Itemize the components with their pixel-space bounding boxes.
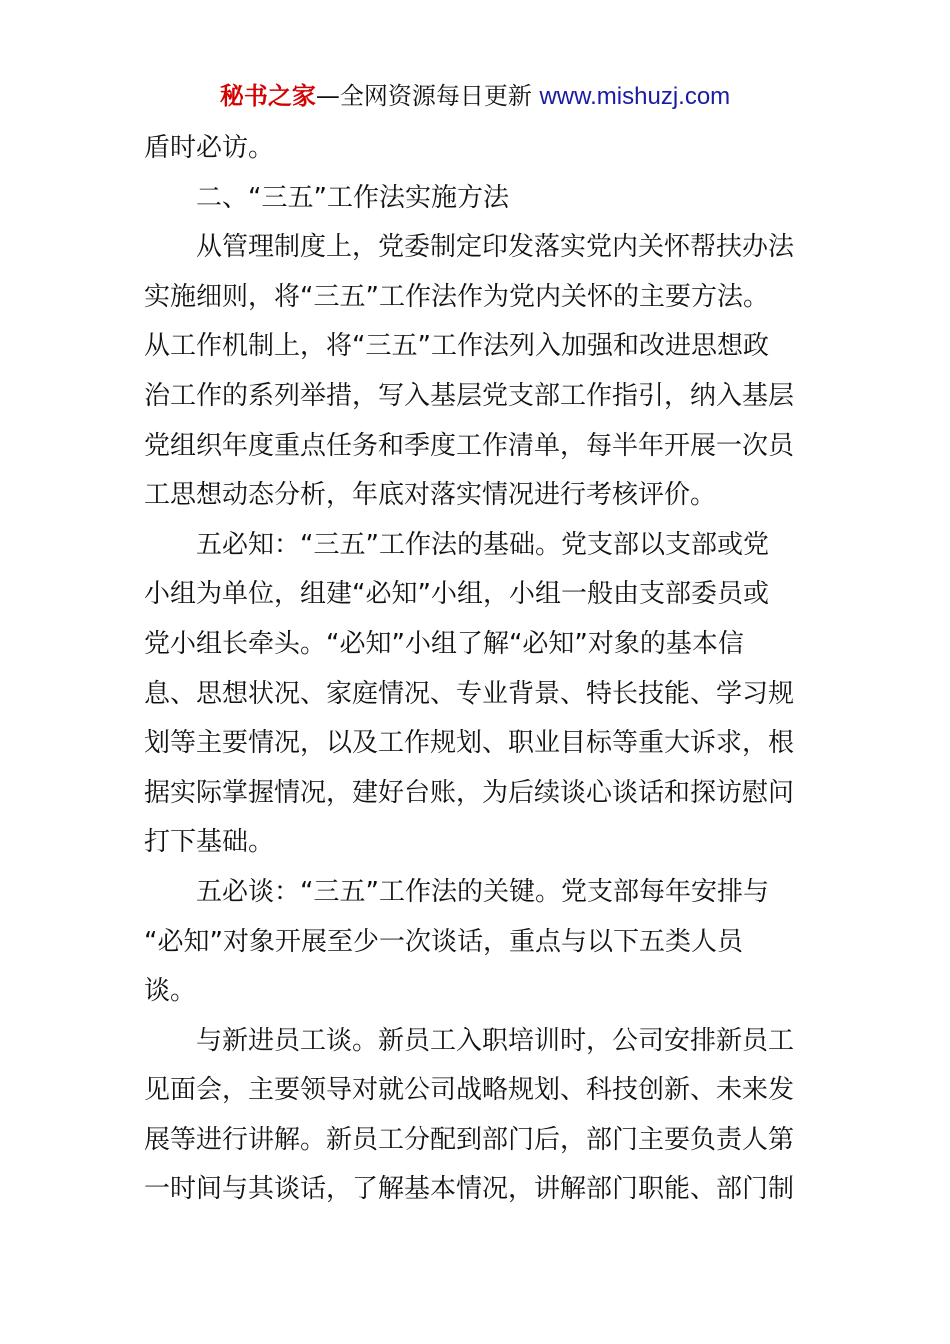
section-heading: 二、“三五”工作法实施方法	[196, 182, 509, 213]
text-line: 划等主要情况，以及工作规划、职业目标等重大诉求，根	[144, 728, 795, 759]
text-line: 五必谈：“三五”工作法的关键。党支部每年安排与	[196, 876, 769, 907]
text-line: 治工作的系列举措，写入基层党支部工作指引，纳入基层	[144, 380, 795, 411]
text-line: 与新进员工谈。新员工入职培训时，公司安排新员工	[196, 1025, 795, 1056]
text-line: 党组织年度重点任务和季度工作清单，每半年开展一次员	[144, 430, 795, 461]
text-line: 打下基础。	[144, 827, 275, 858]
text-line: 展等进行讲解。新员工分配到部门后，部门主要负责人第	[144, 1124, 795, 1155]
text-line: 从管理制度上，党委制定印发落实党内关怀帮扶办法	[196, 232, 795, 263]
text-line: 党小组长牵头。“必知”小组了解“必知”对象的基本信	[144, 628, 744, 659]
text-line: 小组为单位，组建“必知”小组，小组一般由支部委员或	[144, 579, 769, 610]
text-line: 从工作机制上，将“三五”工作法列入加强和改进思想政	[144, 331, 769, 362]
site-tagline: —全网资源每日更新	[315, 82, 540, 110]
text-line: 一时间与其谈话，了解基本情况，讲解部门职能、部门制	[144, 1174, 795, 1205]
site-brand: 秘书之家	[219, 82, 316, 110]
site-url-link[interactable]: www.mishuzj.com	[539, 83, 731, 110]
text-line: 谈。	[144, 976, 197, 1007]
document-body	[144, 124, 808, 1215]
text-line: 工思想动态分析，年底对落实情况进行考核评价。	[144, 480, 717, 511]
text-line: 见面会，主要领导对就公司战略规划、科技创新、未来发	[144, 1075, 795, 1106]
text-line: 盾时必访。	[144, 133, 275, 163]
site-header	[0, 80, 950, 113]
text-line: 息、思想状况、家庭情况、专业背景、特长技能、学习规	[144, 678, 795, 709]
text-line: “必知”对象开展至少一次谈话，重点与以下五类人员	[144, 926, 743, 957]
text-line: 实施细则，将“三五”工作法作为党内关怀的主要方法。	[144, 281, 769, 312]
text-line: 据实际掌握情况，建好台账，为后续谈心谈话和探访慰问	[144, 777, 795, 808]
text-line: 五必知：“三五”工作法的基础。党支部以支部或党	[196, 529, 769, 560]
